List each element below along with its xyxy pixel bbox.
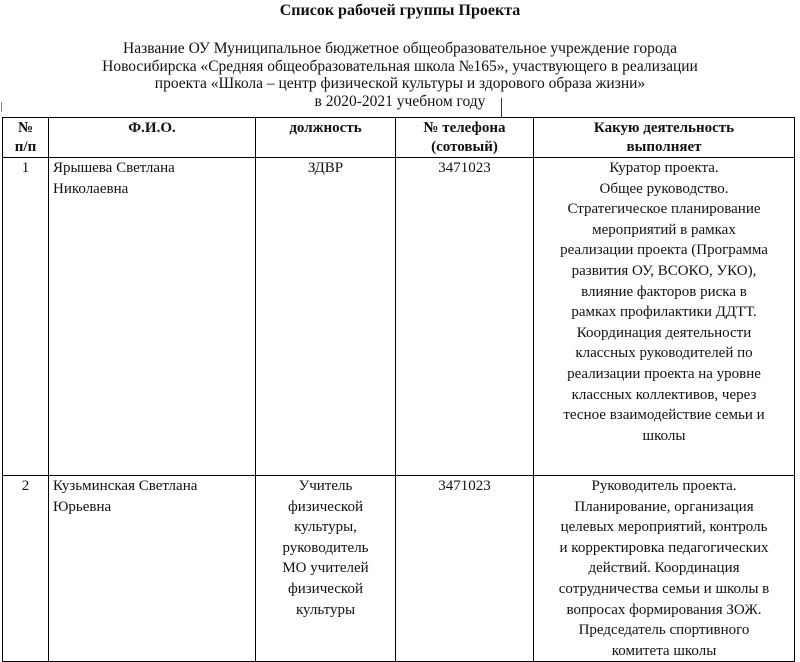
row-number: 2 xyxy=(3,476,49,662)
row-fio: Кузьминская Светлана Юрьевна xyxy=(49,476,256,662)
margin-marker xyxy=(1,102,2,112)
row-phone: 3471023 xyxy=(396,158,534,476)
school-description xyxy=(40,40,760,110)
row-activity: Куратор проекта. Общее руководство. Стратегическое планирование мероприятий в рамках реализации проекта (Программа развития ОУ, ВСОКО, УКО), влияние факторов риска в рамках профилактики ДДТТ. Координация деятельности классных руководителей по реализации проекта на уровне классных коллективов, через тесное взаимодействие семьи и школы xyxy=(534,158,795,476)
row-activity: Руководитель проекта. Планирование, организация целевых мероприятий, контроль и корректировка педагогических действий. Координация сотрудничества семьи и школы в вопросах формирования ЗОЖ. Председатель спортивного комитета школы xyxy=(534,476,795,662)
intro-line: Новосибирска «Средняя общеобразовательная школа №165», участвующего в реализации xyxy=(102,57,698,75)
table-row xyxy=(3,158,795,476)
row-fio: Ярышева Светлана Николаевна xyxy=(49,158,256,476)
header-num: № п/п xyxy=(3,118,49,158)
row-number: 1 xyxy=(3,158,49,476)
text-cursor xyxy=(501,98,502,117)
header-phone: № телефона (сотовый) xyxy=(396,118,534,158)
intro-line: в 2020-2021 учебном году xyxy=(314,92,486,110)
table-header-row xyxy=(3,118,795,158)
row-phone: 3471023 xyxy=(396,476,534,662)
work-group-table xyxy=(2,117,795,662)
document-title: Список рабочей группы Проекта xyxy=(279,2,521,19)
header-fio: Ф.И.О. xyxy=(49,118,256,158)
header-position: должность xyxy=(256,118,396,158)
row-position: Учитель физической культуры, руководитель МО учителей физической культуры xyxy=(256,476,396,662)
header-activity: Какую деятельность выполняет xyxy=(534,118,795,158)
intro-line: проекта «Школа – центр физической культуры и здорового образа жизни» xyxy=(154,75,646,92)
row-position: ЗДВР xyxy=(256,158,396,476)
intro-line: Название ОУ Муниципальное бюджетное общеобразовательное учреждение города xyxy=(123,40,677,57)
table-row xyxy=(3,476,795,662)
